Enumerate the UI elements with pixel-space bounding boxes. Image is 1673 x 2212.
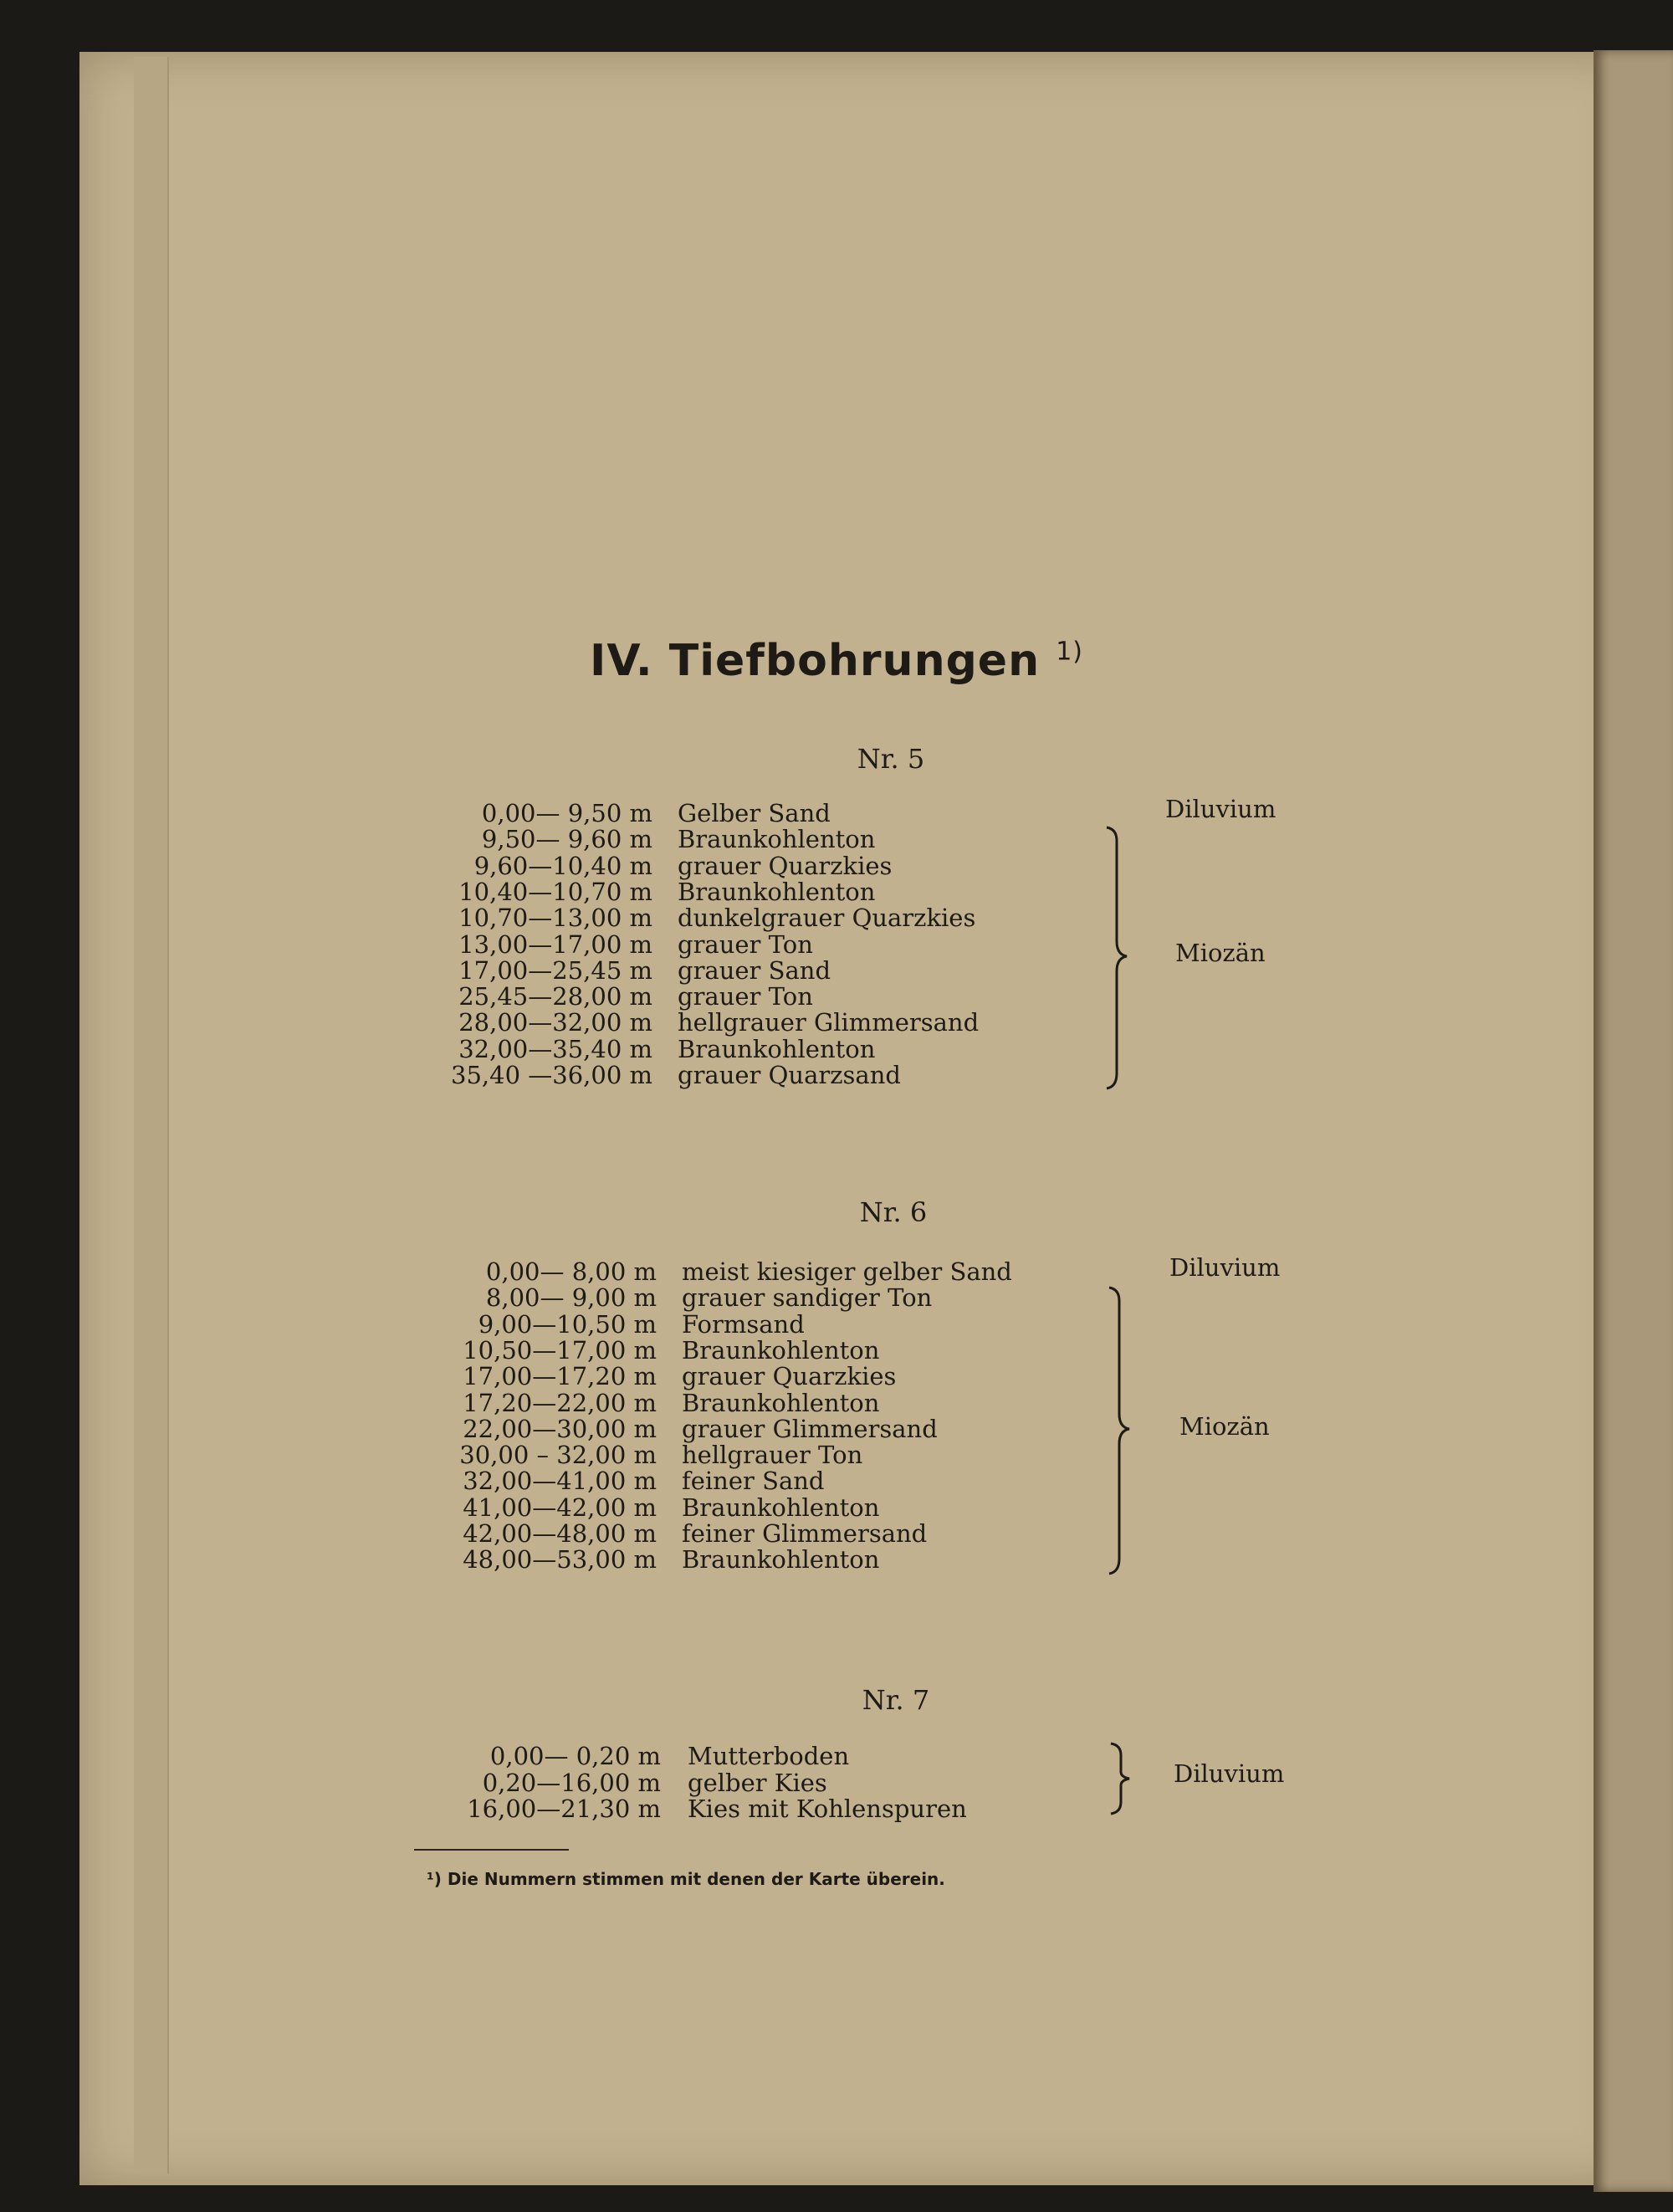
strata-description: grauer Quarzkies <box>678 851 893 880</box>
strata-description: hellgrauer Glimmersand <box>678 1008 980 1037</box>
strata-description: grauer Quarzkies <box>682 1362 897 1391</box>
depth-range: 17,00—17,20 m <box>463 1362 657 1391</box>
depth-range: 35,40 —36,00 m <box>451 1061 652 1089</box>
strata-description: meist kiesiger gelber Sand <box>682 1257 1012 1286</box>
depth-range: 13,00—17,00 m <box>458 929 652 959</box>
depth-range: 10,50—17,00 m <box>463 1335 657 1365</box>
strata-description: Braunkohlenton <box>678 825 876 854</box>
strata-description: Braunkohlenton <box>682 1335 880 1365</box>
brace-miozaen-nr5 <box>1100 824 1133 1092</box>
strata-description: grauer Ton <box>678 929 813 959</box>
depth-range: 16,00—21,30 m <box>467 1795 661 1823</box>
strata-description: Mutterboden <box>688 1742 850 1770</box>
depth-range: 0,20—16,00 m <box>482 1768 661 1797</box>
depth-range: 0,00— 9,50 m <box>481 799 652 827</box>
page-heading <box>0 636 1673 686</box>
book-page <box>79 52 1635 2185</box>
strata-description: Braunkohlenton <box>682 1493 880 1522</box>
label-diluvium-nr5: Diluvium <box>1165 795 1276 823</box>
depth-range: 25,45—28,00 m <box>458 982 652 1011</box>
section-title-nr7: Nr. 7 <box>862 1684 930 1716</box>
depth-range: 0,00— 0,20 m <box>489 1742 661 1770</box>
depth-range: 9,60—10,40 m <box>473 851 652 880</box>
strata-description: Gelber Sand <box>678 799 831 827</box>
depth-range: 28,00—32,00 m <box>458 1008 652 1037</box>
page-edge <box>134 57 169 2174</box>
footnote: ¹) Die Nummern stimmen mit denen der Karte überein. <box>427 1869 945 1889</box>
depth-range: 48,00—53,00 m <box>463 1545 657 1575</box>
depth-range: 0,00— 8,00 m <box>485 1257 657 1286</box>
depth-range: 10,40—10,70 m <box>458 877 652 906</box>
strata-description: Kies mit Kohlenspuren <box>688 1795 967 1823</box>
brace-diluvium-nr7 <box>1104 1740 1138 1817</box>
strata-description: Braunkohlenton <box>682 1545 880 1575</box>
section-title-nr5: Nr. 5 <box>857 743 925 775</box>
strata-description: Braunkohlenton <box>682 1388 880 1417</box>
strata-description: hellgrauer Ton <box>682 1441 863 1470</box>
label-miozaen-nr6: Miozän <box>1179 1412 1270 1441</box>
strata-description: Braunkohlenton <box>678 877 876 906</box>
depth-range: 32,00—41,00 m <box>463 1467 657 1496</box>
strata-description: grauer Quarzsand <box>678 1061 901 1089</box>
depth-range: 41,00—42,00 m <box>463 1493 657 1522</box>
strata-description: Formsand <box>682 1309 805 1339</box>
strata-description: grauer Sand <box>678 955 831 985</box>
depth-range: 22,00—30,00 m <box>463 1414 657 1443</box>
depth-range: 42,00—48,00 m <box>463 1519 657 1548</box>
strata-description: gelber Kies <box>688 1768 827 1797</box>
depth-range: 30,00 – 32,00 m <box>459 1441 657 1470</box>
brace-miozaen-nr6 <box>1103 1284 1136 1577</box>
heading-footnote-marker: 1) <box>1056 637 1083 667</box>
depth-range: 9,00—10,50 m <box>478 1309 657 1339</box>
label-miozaen-nr5: Miozän <box>1175 939 1266 967</box>
strata-description: feiner Glimmersand <box>682 1519 928 1548</box>
strata-description: grauer sandiger Ton <box>682 1283 933 1313</box>
strata-description: grauer Glimmersand <box>682 1414 938 1443</box>
strata-description: Braunkohlenton <box>678 1034 876 1063</box>
strata-description: grauer Ton <box>678 982 813 1011</box>
footnote-rule <box>414 1849 569 1851</box>
depth-range: 10,70—13,00 m <box>458 904 652 933</box>
heading-text: IV. Tiefbohrungen <box>590 636 1041 686</box>
depth-range: 17,00—25,45 m <box>458 955 652 985</box>
label-diluvium-nr6: Diluvium <box>1169 1253 1281 1282</box>
strata-description: dunkelgrauer Quarzkies <box>678 904 976 933</box>
label-diluvium-nr7: Diluvium <box>1174 1759 1285 1788</box>
strata-description: feiner Sand <box>682 1467 825 1496</box>
facing-page-edge <box>1594 50 1673 2192</box>
depth-range: 32,00—35,40 m <box>458 1034 652 1063</box>
section-title-nr6: Nr. 6 <box>859 1196 928 1228</box>
depth-range: 9,50— 9,60 m <box>481 825 652 854</box>
depth-range: 8,00— 9,00 m <box>485 1283 657 1313</box>
depth-range: 17,20—22,00 m <box>463 1388 657 1417</box>
